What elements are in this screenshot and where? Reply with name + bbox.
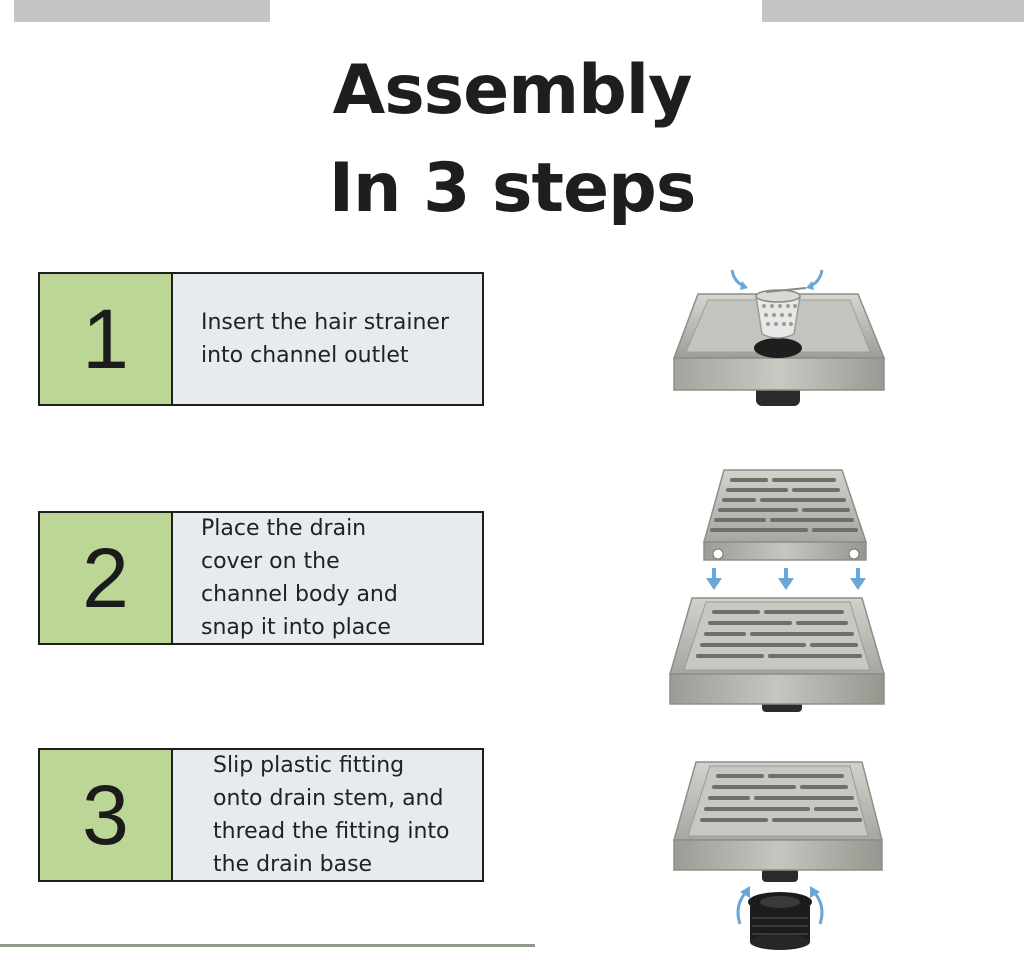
step-1-text: Insert the hair strainer into channel outlet: [201, 310, 450, 368]
bottom-divider: [0, 944, 535, 947]
title-line-1: Assembly: [332, 51, 692, 130]
page-title: [0, 42, 1024, 238]
drain-cover-placement-image: [666, 468, 892, 714]
step-2-text: Place the drain cover on the channel body and snap it into place: [201, 516, 398, 640]
drain-fitting-image: [670, 756, 888, 956]
drain-channel-strainer-image: [668, 262, 892, 412]
top-left-bar: [14, 0, 270, 22]
step-2-box: [38, 511, 484, 645]
step-3-box: [38, 748, 484, 882]
step-3-number: 3: [40, 750, 173, 880]
top-right-bar: [762, 0, 1024, 22]
step-1-number: 1: [40, 274, 173, 404]
title-line-2: In 3 steps: [328, 149, 696, 228]
step-3-text: Slip plastic fitting onto drain stem, and thread the fitting into the drain base: [213, 753, 450, 877]
step-1-box: [38, 272, 484, 406]
step-2-number: 2: [40, 513, 173, 643]
